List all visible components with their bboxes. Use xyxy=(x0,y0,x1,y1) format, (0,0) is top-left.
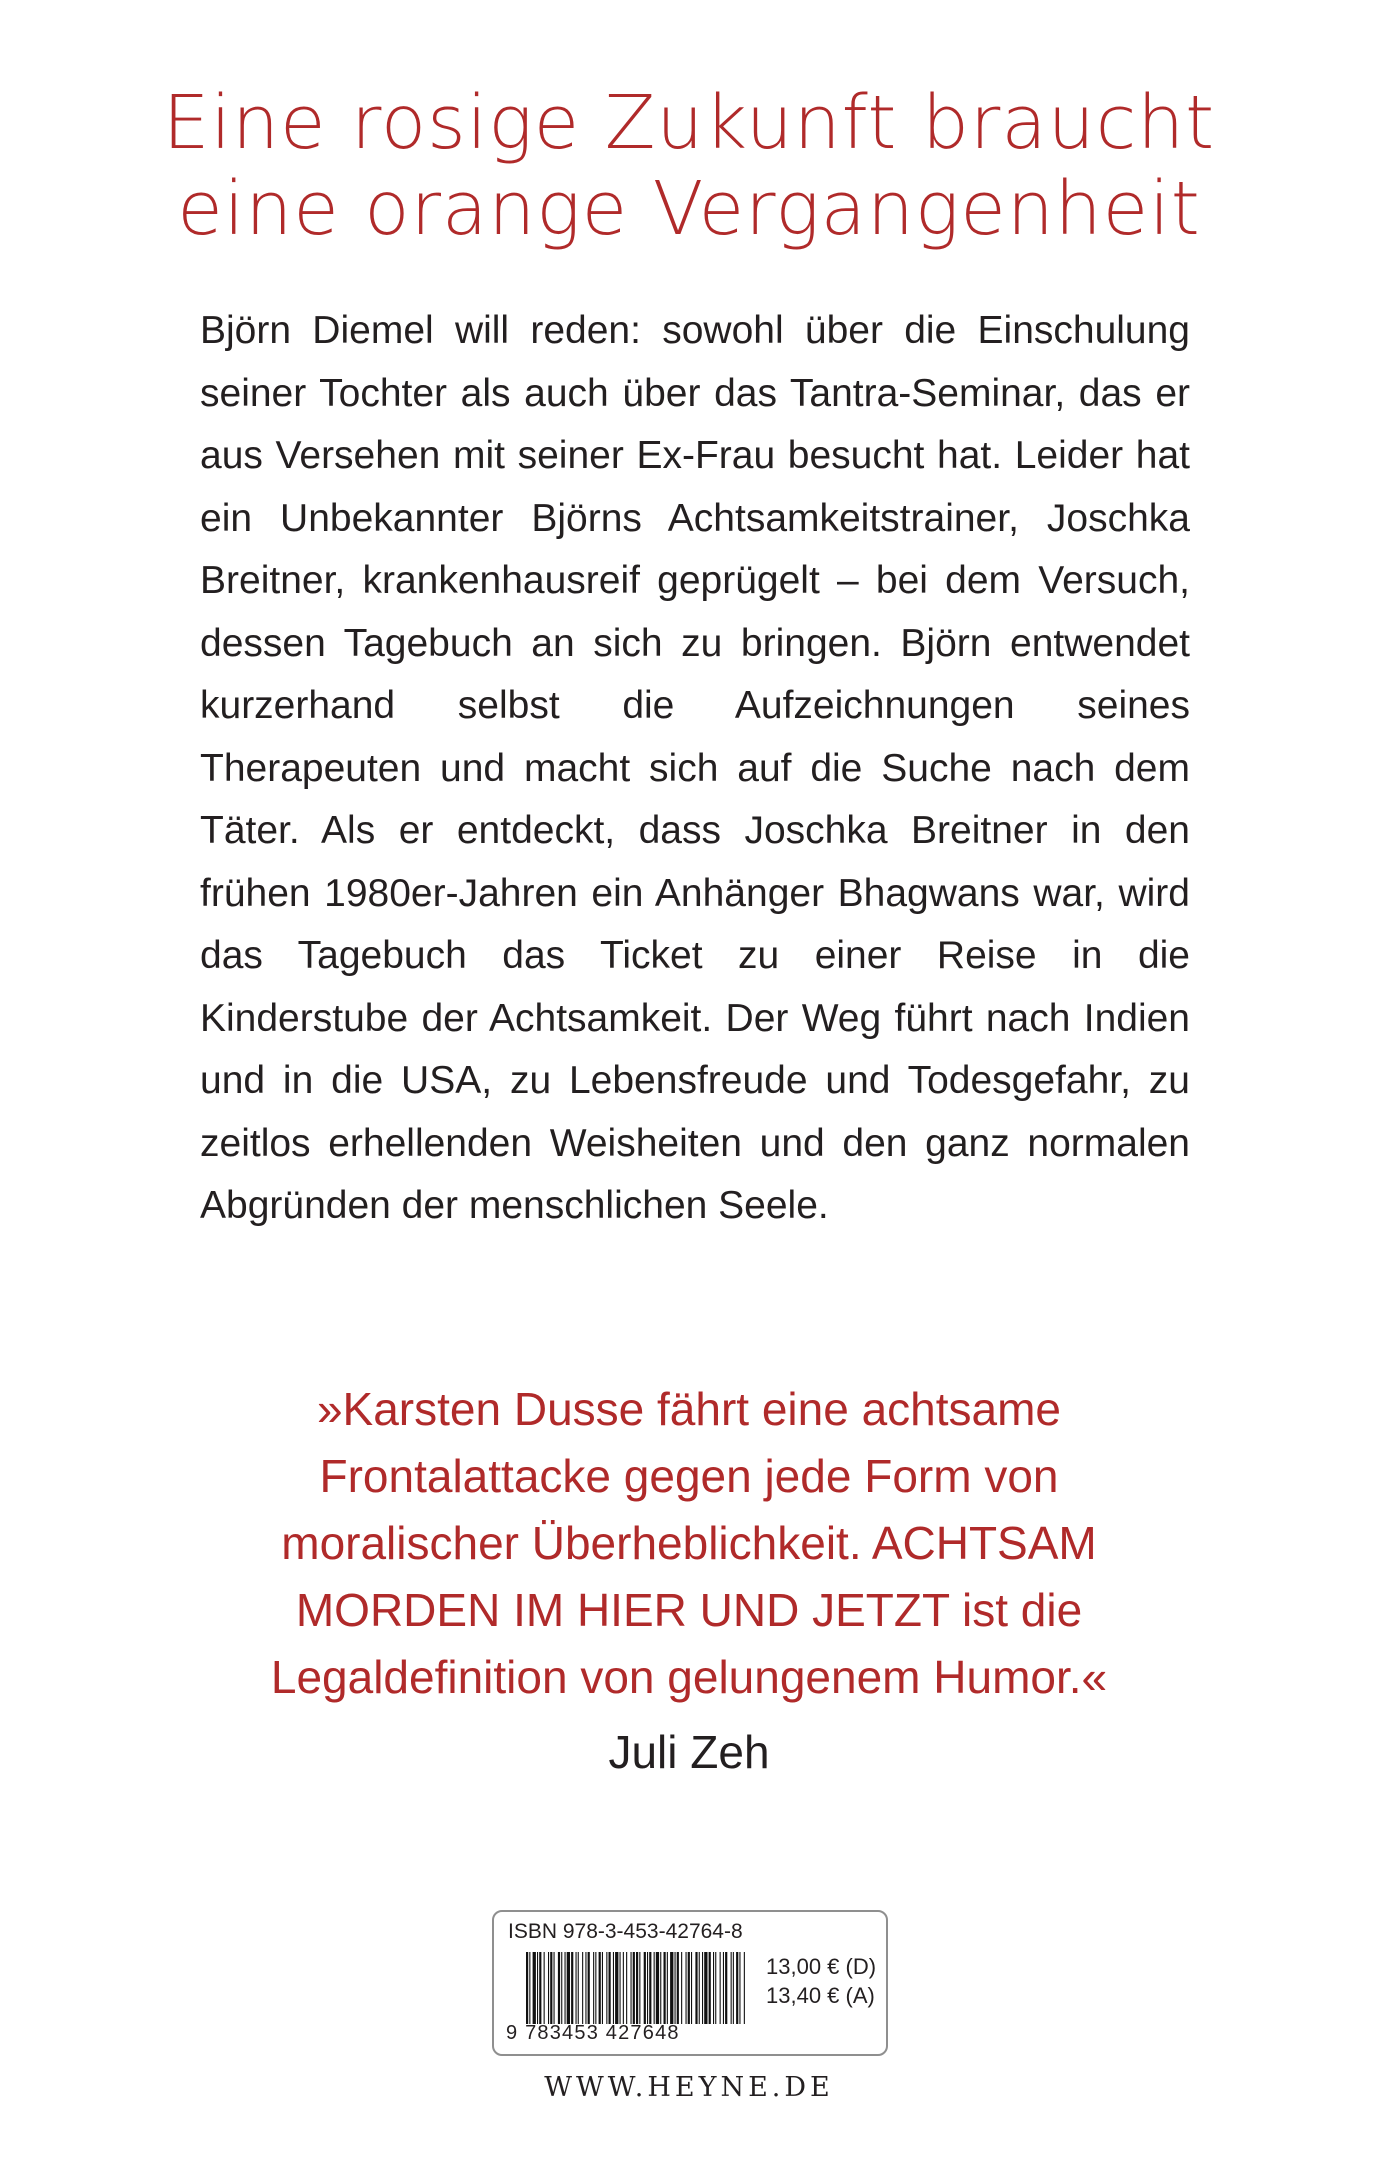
barcode-bar xyxy=(733,1952,734,2024)
quote-author: Juli Zeh xyxy=(608,1726,770,1778)
barcode-bar xyxy=(660,1952,661,2024)
barcode-bar xyxy=(544,1952,545,2024)
barcode-bar xyxy=(595,1952,596,2024)
barcode-bar xyxy=(670,1952,673,2024)
barcode-bar xyxy=(571,1952,573,2024)
barcode-bar xyxy=(654,1952,655,2024)
barcode-bar xyxy=(723,1952,724,2024)
barcode-bar xyxy=(709,1952,711,2024)
barcode-bar xyxy=(631,1952,632,2024)
barcode-bar xyxy=(578,1952,579,2024)
barcode-bar xyxy=(615,1952,618,2024)
barcode-bar xyxy=(699,1952,700,2024)
barcode-bar xyxy=(686,1952,687,2024)
barcode-bar xyxy=(554,1952,555,2024)
review-quote xyxy=(0,1376,1378,1711)
barcode-bar xyxy=(647,1952,648,2024)
barcode-bar xyxy=(609,1952,611,2024)
barcode-bar xyxy=(725,1952,727,2024)
barcode-bar xyxy=(537,1952,538,2024)
barcode-bar xyxy=(550,1952,552,2024)
barcode-box xyxy=(492,1910,888,2056)
barcode-bar xyxy=(695,1952,697,2024)
quote-line-1: »Karsten Dusse fährt eine achtsame xyxy=(316,1383,1062,1435)
quote-line-3: moralischer Überheblichkeit. ACHTSAM xyxy=(281,1517,1097,1569)
barcode-bar xyxy=(639,1952,640,2024)
barcode-bar xyxy=(675,1952,676,2024)
barcode-bar xyxy=(561,1952,562,2024)
barcode-bar xyxy=(704,1952,707,2024)
barcode-bar xyxy=(613,1952,614,2024)
blurb-paragraph: Björn Diemel will reden: sowohl über die Einschulung seiner Tochter als auch über das Tantra-Seminar, das er aus Versehen mit seiner Ex-Frau besucht hat. Leider hat ein Unbekannter Björns Achtsamkeitstrainer, Joschka Breitner, krankenhausreif geprügelt – bei dem Versuch, dessen Tagebuch an sich zu bringen. Björn entwendet kurzerhand selbst die Aufzeichnungen seines Therapeuten und macht sich auf die Suche nach dem Täter. Als er entdeckt, dass Joschka Breitner in den frühen 1980er-Jahren ein Anhänger Bhagwans war, wird das Tagebuch das Ticket zu einer Reise in die Kinderstube der Achtsamkeit. Der Weg führt nach Indien und in die USA, zu Lebensfreude und Todesgefahr, zu zeitlos erhellenden Weisheiten und den ganz normalen Abgründen der menschlichen Seele. xyxy=(200,309,1190,1227)
barcode-bar xyxy=(715,1952,716,2024)
barcode-bar xyxy=(626,1952,627,2024)
barcode-bar xyxy=(576,1952,577,2024)
barcode-bar xyxy=(720,1952,721,2024)
barcode-graphic xyxy=(526,1952,746,2024)
publisher-website: WWW.HEYNE.DE xyxy=(544,2072,834,2103)
barcode-bar xyxy=(623,1952,624,2024)
barcode-bar xyxy=(526,1952,528,2024)
barcode-bar xyxy=(593,1952,594,2024)
barcode-bar xyxy=(688,1952,690,2024)
barcode-bar xyxy=(567,1952,570,2024)
barcode-bar xyxy=(739,1952,740,2024)
barcode-bar xyxy=(548,1952,549,2024)
barcode-bar xyxy=(529,1952,530,2024)
price-germany: 13,00 € (D) xyxy=(766,1954,877,1979)
barcode-bar xyxy=(585,1952,586,2024)
barcode-bar xyxy=(677,1952,679,2024)
barcode-bar xyxy=(656,1952,659,2024)
barcode-bar xyxy=(565,1952,566,2024)
barcode-bar xyxy=(731,1952,732,2024)
quote-line-2: Frontalattacke gegen jede Form von xyxy=(319,1450,1059,1502)
barcode-bar xyxy=(620,1952,621,2024)
barcode-bar xyxy=(606,1952,607,2024)
barcode-bar xyxy=(582,1952,583,2024)
barcode-bar xyxy=(599,1952,601,2024)
barcode-bar xyxy=(702,1952,703,2024)
barcode-bar xyxy=(558,1952,560,2024)
barcode-bar xyxy=(667,1952,668,2024)
barcode-bar xyxy=(713,1952,714,2024)
barcode-bar xyxy=(681,1952,682,2024)
barcode-bar xyxy=(736,1952,738,2024)
headline-line-2: eine orange Vergangenheit xyxy=(177,166,1201,252)
barcode-bar xyxy=(633,1952,635,2024)
isbn-label: ISBN 978-3-453-42764-8 xyxy=(508,1920,743,1943)
barcode-bar xyxy=(602,1952,603,2024)
barcode-bar xyxy=(636,1952,638,2024)
barcode-digits: 9 783453 427648 xyxy=(506,2022,680,2044)
barcode-bar xyxy=(588,1952,590,2024)
barcode-bar xyxy=(664,1952,666,2024)
barcode-bar xyxy=(744,1952,745,2024)
barcode-bar xyxy=(644,1952,646,2024)
headline-line-1: Eine rosige Zukunft braucht xyxy=(162,80,1216,166)
barcode-bar xyxy=(691,1952,692,2024)
barcode-bar xyxy=(539,1952,541,2024)
headline xyxy=(0,80,1378,252)
price-austria: 13,40 € (A) xyxy=(766,1983,875,2008)
price-block xyxy=(766,1952,876,2010)
barcode-bar xyxy=(649,1952,651,2024)
barcode-bar xyxy=(533,1952,536,2024)
quote-line-5: Legaldefinition von gelungenem Humor.« xyxy=(270,1651,1108,1703)
quote-line-4: MORDEN IM HIER UND JETZT ist die xyxy=(295,1584,1083,1636)
